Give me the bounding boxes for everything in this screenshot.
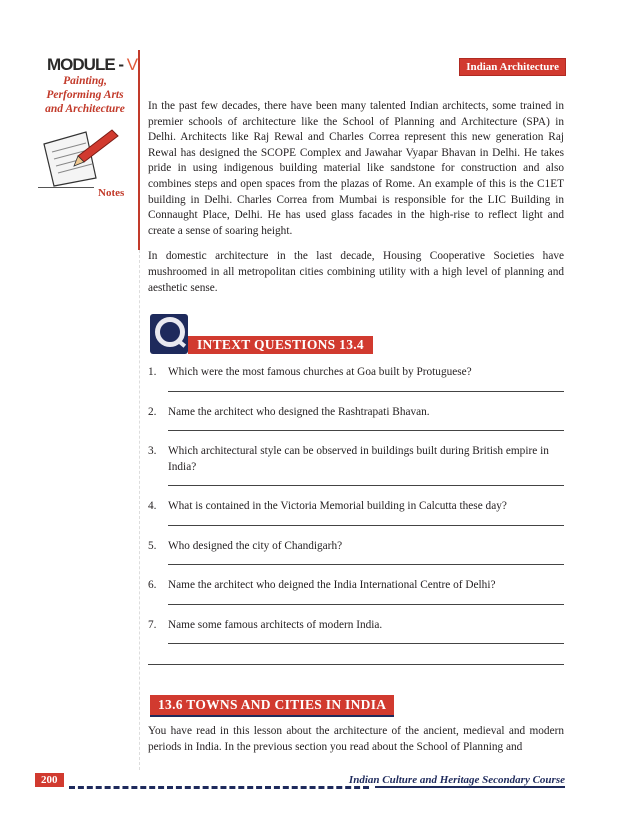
question-item	[148, 405, 564, 421]
page-number: 200	[35, 773, 64, 787]
question-number: 7.	[148, 618, 157, 631]
module-subtitle	[35, 74, 135, 116]
course-title: Indian Culture and Heritage Secondary Course	[348, 774, 565, 786]
subtitle-line: and Architecture	[45, 103, 125, 115]
sidebar-divider-faint	[139, 250, 140, 770]
question-q-icon	[150, 314, 188, 354]
answer-line[interactable]	[168, 554, 564, 565]
notes-label: Notes	[98, 187, 125, 199]
course-underline	[375, 786, 565, 788]
sidebar-divider	[138, 50, 140, 250]
answer-line[interactable]	[168, 381, 564, 392]
paragraph: In domestic architecture in the last decade, Housing Cooperative Societies have mushroomed in all metropolitan cities combining utility with a high level of planning and aesthetic sense.	[148, 250, 564, 294]
question-list	[148, 365, 564, 657]
question-number: 5.	[148, 539, 157, 552]
section-heading: 13.6 TOWNS AND CITIES IN INDIA	[150, 695, 394, 717]
question-item	[148, 444, 564, 475]
chapter-badge: Indian Architecture	[459, 58, 566, 76]
question-item	[148, 365, 564, 381]
question-text: Which architectural style can be observed in buildings built during British empire in India?	[168, 445, 549, 473]
question-text: Name the architect who deigned the India International Centre of Delhi?	[168, 579, 496, 591]
question-item	[148, 499, 564, 515]
answer-line[interactable]	[168, 633, 564, 644]
question-text: Name some famous architects of modern India.	[168, 618, 383, 631]
question-number: 2.	[148, 405, 157, 418]
question-number: 6.	[148, 579, 157, 591]
answer-line[interactable]	[168, 475, 564, 486]
notes-rule	[38, 187, 94, 188]
answer-line[interactable]	[168, 420, 564, 431]
question-number: 4.	[148, 500, 157, 512]
notepad-pencil-icon	[38, 126, 122, 188]
intext-title: INTEXT QUESTIONS 13.4	[188, 336, 373, 354]
question-item	[148, 618, 564, 634]
page-footer	[35, 773, 565, 787]
question-number: 1.	[148, 366, 157, 378]
intext-header	[150, 314, 390, 354]
module-number: V	[126, 55, 138, 74]
answer-line[interactable]	[168, 515, 564, 526]
answer-line[interactable]	[168, 594, 564, 605]
subtitle-line: Painting,	[63, 75, 107, 87]
paragraph: In the past few decades, there have been many talented Indian architects, some trained in premier schools of architecture like the School of Planning and Architecture (SPA) in Delhi. Architects like Raj Rewal and Charles Correa represent this new generation Raj Rewal has designed the SCOPE Complex and Jawahar Vyapar Bhavan in Delhi. He takes pride in using indigenous building material like sandstone for construction and also combines steps and open spaces from the plazas of Rome. An example of this is the C1ET building in Delhi. Charles Correa from Mumbai is responsible for the LIC Building in Connaught Place, Delhi. He has used glass facades in the high-rise to reflect light and create a sense of soaring height.	[148, 100, 564, 237]
question-text: Name the architect who designed the Rashtrapati Bhavan.	[168, 405, 430, 418]
module-word: MODULE -	[47, 55, 127, 74]
subtitle-line: Performing Arts	[46, 89, 124, 101]
question-item	[148, 539, 564, 555]
footer-dashes	[69, 786, 369, 789]
question-number: 3.	[148, 445, 157, 457]
question-text: Which were the most famous churches at Goa built by Protuguese?	[168, 366, 472, 378]
question-text: What is contained in the Victoria Memorial building in Calcutta these day?	[168, 500, 507, 512]
section-end-rule	[148, 664, 564, 665]
body-text	[148, 99, 564, 306]
section-text: You have read in this lesson about the architecture of the ancient, medieval and modern periods in India. In the previous section you read about the School of Planning and	[148, 725, 564, 753]
question-text: Who designed the city of Chandigarh?	[168, 539, 343, 552]
question-item	[148, 578, 564, 594]
module-label	[47, 55, 137, 75]
